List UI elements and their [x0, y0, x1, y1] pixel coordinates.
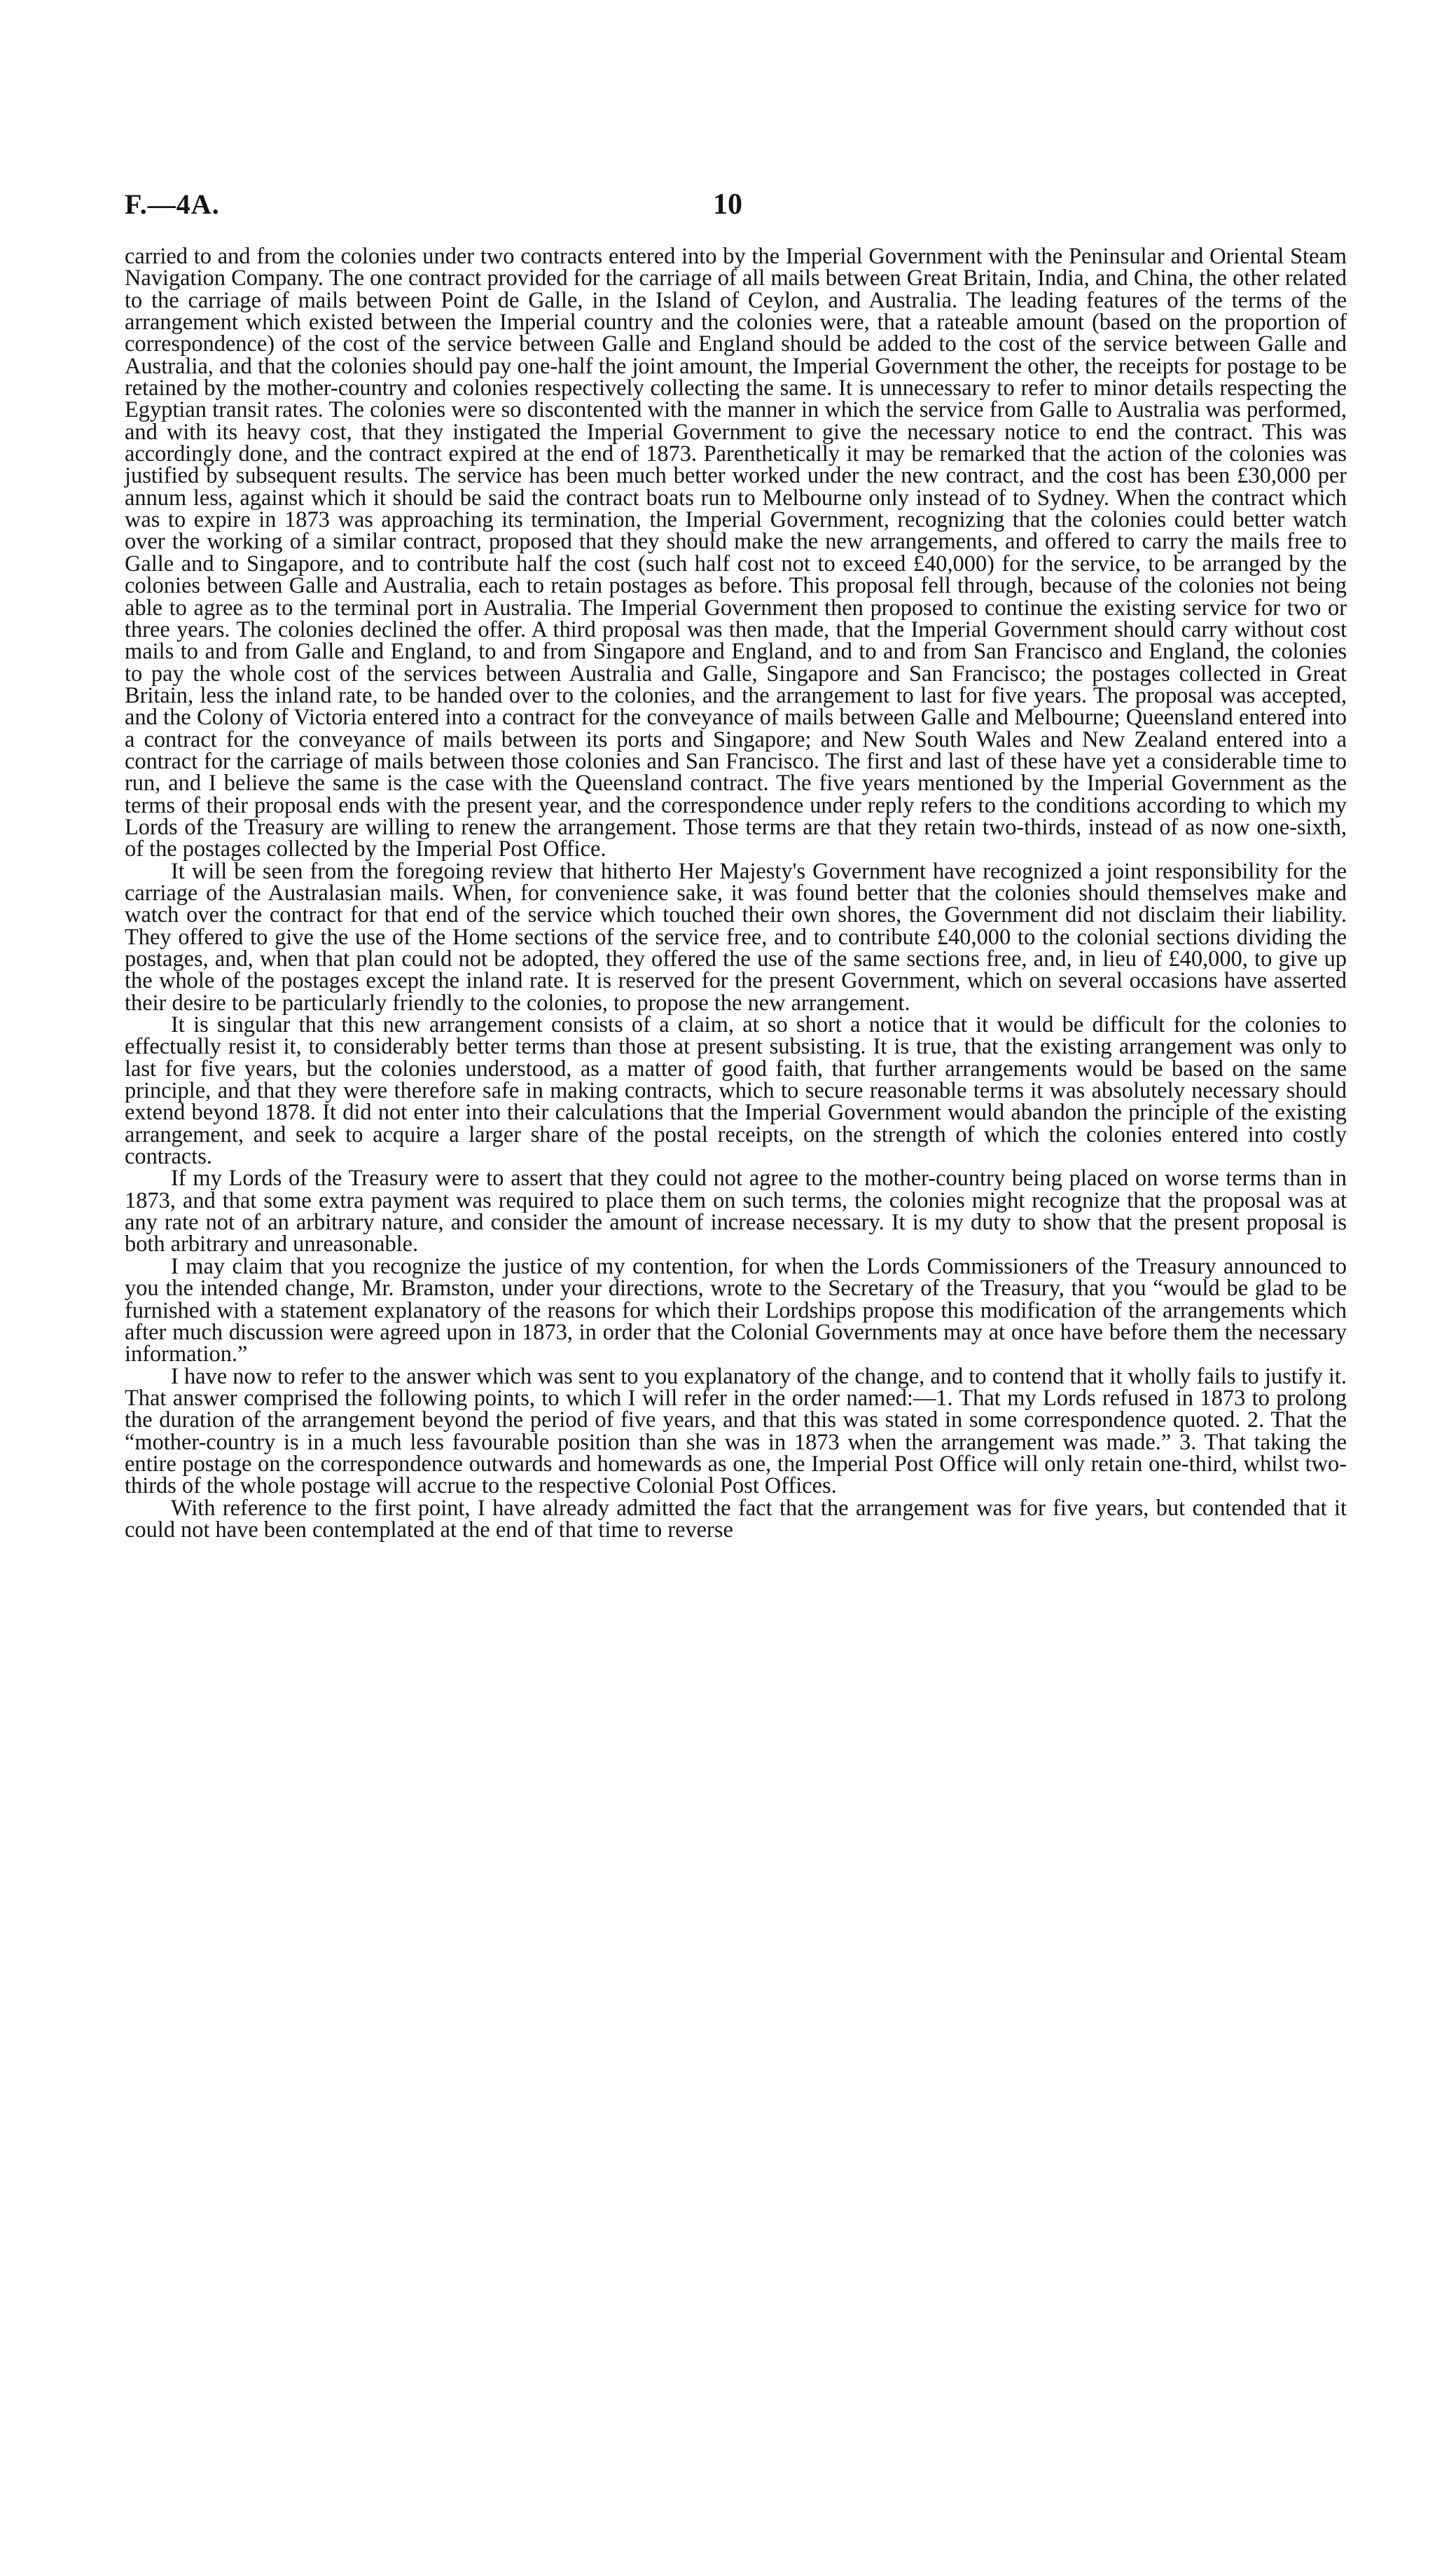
paragraph-4: If my Lords of the Treasury were to assert that they could not agree to the mother-country being placed on worse terms than in 1873, and that some extra payment was required to place them on such terms, the colonies might recognize that the proposal was at any rate not of an arbitrary nature, and consider the amount of increase necessary. It is my duty to show that the present proposal is both arbitrary and unreasonable. — [125, 1166, 1347, 1257]
paragraph-7: With reference to the first point, I have already admitted the fact that the arrangement was for five years, but contended that it could not have been contemplated at the end of that time to reverse — [125, 1495, 1347, 1543]
paragraph-6: I have now to refer to the answer which was sent to you explanatory of the change, and to contend that it wholly fails to justify it. That answer comprised the following points, to which I will refer in the order named:—1. That my Lords refused in 1873 to prolong the duration of the arrangement beyond the period of five years, and that this was stated in some correspondence quoted. 2. That the “mother-country is in a much less favourable position than she was in 1873 when the arrangement was made.” 3. That taking the entire postage on the correspondence outwards and homewards as one, the Imperial Post Office will only retain one-third, whilst two-thirds of the whole postage will accrue to the respective Colonial Post Offices. — [125, 1363, 1347, 1499]
paragraph-5: I may claim that you recognize the justice of my contention, for when the Lords Commissioners of the Treasury announced to you the intended change, Mr. Bramston, under your directions, wrote to the Secretary of the Treasury, that you “would be glad to be furnished with a statement explanatory of the reasons for which their Lordships propose this modification of the arrangements which after much discussion were agreed upon in 1873, in order that the Colonial Governments may at once have before them the necessary information.” — [125, 1253, 1347, 1367]
body-text — [125, 246, 1347, 1541]
page-number: 10 — [713, 188, 742, 221]
document-reference: F.—4A. — [125, 188, 220, 220]
paragraph-1: carried to and from the colonies under two contracts entered into by the Imperial Government with the Peninsular and Oriental Steam Navigation Company. The one contract provided for the carriage of all mails between Great Britain, India, and China, the other related to the carriage of mails between Point de Galle, in the Island of Ceylon, and Australia. The leading features of the terms of the arrangement which existed between the Imperial country and the colonies were, that a rateable amount (based on the proportion of correspondence) of the cost of the service between Galle and England should be added to the cost of the service between Galle and Australia, and that the colonies should pay one-half the joint amount, the Imperial Government the other, the receipts for postage to be retained by the mother-country and colonies respectively collecting the same. It is unnecessary to refer to minor details respecting the Egyptian transit rates. The colonies were so discontented with the manner in which the service from Galle to Australia was performed, and with its heavy cost, that they instigated the Imperial Government to give the necessary notice to end the contract. This was accordingly done, and the contract expired at the end of 1873. Parenthetically it may be remarked that the action of the colonies was justified by subsequent results. The service has been much better worked under the new contract, and the cost has been £30,000 per annum less, against which it should be said the contract boats run to Melbourne only instead of to Sydney. When the contract which was to expire in 1873 was approaching its termination, the Imperial Government, recognizing that the colonies could better watch over the working of a similar contract, proposed that they should make the new arrangements, and offered to carry the mails free to Galle and to Singapore, and to contribute half the cost (such half cost not to exceed £40,000) for the service, to be arranged by the colonies between Galle and Australia, each to retain postages as before. This proposal fell through, because of the colonies not being able to agree as to the terminal port in Australia. The Imperial Government then proposed to continue the existing service for two or three years. The colonies declined the offer. A third proposal was then made, that the Imperial Government should carry without cost mails to and from Galle and England, to and from Singapore and England, and to and from San Francisco and England, the colonies to pay the whole cost of the services between Australia and Galle, Singapore and San Francisco; the postages collected in Great Britain, less the inland rate, to be handed over to the colonies, and the arrangement to last for five years. The proposal was accepted, and the Colony of Victoria entered into a contract for the conveyance of mails between Galle and Melbourne; Queensland entered into a contract for the conveyance of mails between its ports and Singapore; and New South Wales and New Zealand entered into a contract for the carriage of mails between those colonies and San Francisco. The first and last of these have yet a considerable time to run, and I believe the same is the case with the Queensland contract. The five years mentioned by the Imperial Government as the terms of their proposal ends with the present year, and the correspondence under reply refers to the conditions according to which my Lords of the Treasury are willing to renew the arrangement. Those terms are that they retain two-thirds, instead of as now one-sixth, of the postages collected by the Imperial Post Office. — [125, 244, 1347, 862]
page-header — [125, 188, 1347, 230]
paragraph-2: It will be seen from the foregoing review that hitherto Her Majesty's Government have recognized a joint responsibility for the carriage of the Australasian mails. When, for convenience sake, it was found better that the colonies should themselves make and watch over the contract for that end of the service which touched their own shores, the Government did not disclaim their liability. They offered to give the use of the Home sections of the service free, and to contribute £40,000 to the colonial sections dividing the postages, and, when that plan could not be adopted, they offered the use of the same sections free, and, in lieu of £40,000, to give up the whole of the postages except the inland rate. It is reserved for the present Government, which on several occasions have asserted their desire to be particularly friendly to the colonies, to propose the new arrangement. — [125, 858, 1347, 1016]
paragraph-3: It is singular that this new arrangement consists of a claim, at so short a notice that it would be difficult for the colonies to effectually resist it, to considerably better terms than those at present subsisting. It is true, that the existing arrangement was only to last for five years, but the colonies understood, as a matter of good faith, that further arrangements would be based on the same principle, and that they were therefore safe in making contracts, which to secure reasonable terms it was absolutely necessary should extend beyond 1878. It did not enter into their calculations that the Imperial Government would abandon the principle of the existing arrangement, and seek to acquire a larger share of the postal receipts, on the strength of which the colonies entered into costly contracts. — [125, 1012, 1347, 1170]
